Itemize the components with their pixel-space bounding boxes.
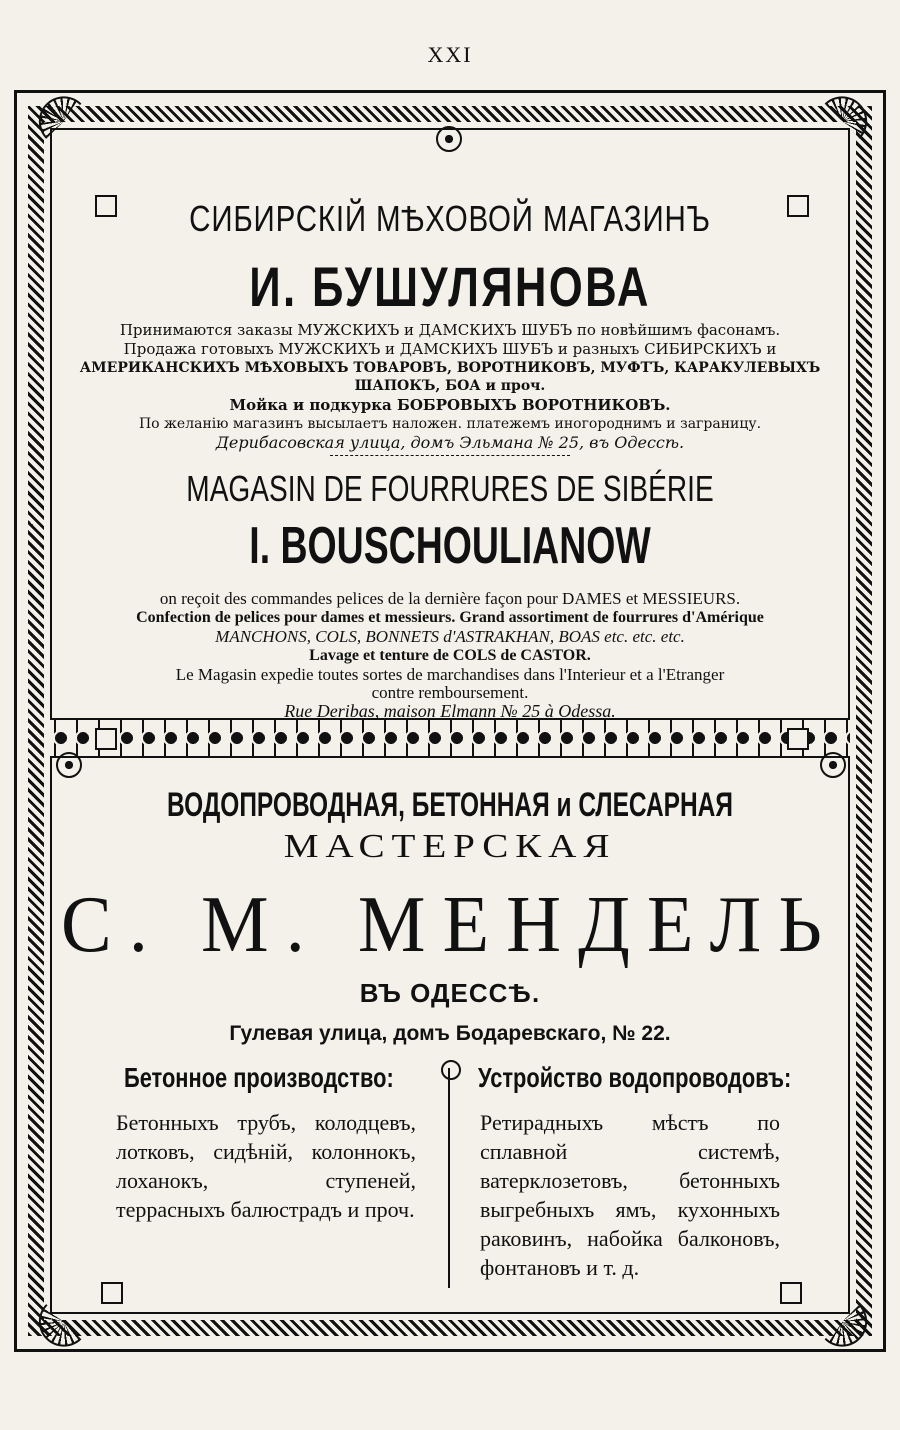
ad1-line-ru: ШАПОКЪ, БОА и проч. — [354, 378, 546, 394]
ad1-address-fr: Rue Deribas, maison Elmann № 25 à Odessa. — [284, 701, 616, 721]
ad1-line-fr: contre remboursement. — [371, 683, 529, 702]
ad1-line-fr: on reçoit des commandes pelices de la dernière façon pour DAMES et MESSIEURS. — [159, 589, 741, 608]
divider-circles-ornament — [50, 728, 850, 748]
ad1-line-ru: Продажа готовыхъ МУЖСКИХЪ и ДАМСКИХЪ ШУБЪ и разныхъ СИБИРСКИХЪ и — [123, 340, 777, 358]
left-column-heading: Бетонное производство: — [124, 1062, 394, 1093]
page-number: XXI — [427, 42, 473, 67]
ad1-line-fr: MANCHONS, COLS, BONNETS d'ASTRAKHAN, BOAS etc. etc. etc. — [215, 627, 685, 646]
ad1-name-ru: И. БУШУЛЯНОВА — [249, 255, 651, 318]
ad1-line-ru: АМЕРИКАНСКИХЪ МѢХОВЫХЪ ТОВАРОВЪ, ВОРОТНИКОВЪ, МУФТЪ, КАРАКУЛЕВЫХЪ — [79, 360, 821, 376]
ad1-title-ru: СИБИРСКIЙ МѢХОВОЙ МАГАЗИНЪ — [189, 198, 711, 239]
corner-ornament-bottom-left — [101, 1282, 123, 1304]
corner-ornament-bottom-right — [780, 1282, 802, 1304]
left-column-text: Бетонныхъ трубъ, колодцевъ, лотковъ, сидѣнiй, колоннокъ, лоханокъ, ступеней, террасныхъ балюстрадъ и проч. — [116, 1110, 416, 1222]
ad1-line-fr: Lavage et tenture de COLS de CASTOR. — [309, 647, 591, 664]
corner-ornament-mid-left — [95, 728, 117, 750]
right-column-heading: Устройство водопроводовъ: — [478, 1062, 792, 1093]
ad2-workshop-heading: МАСТЕРСКАЯ — [283, 828, 617, 865]
ad1-address-ru: Дерибасовская улица, домъ Эльмана № 25, въ Одессѣ. — [215, 433, 685, 452]
rosette-ornament-right — [820, 752, 846, 778]
ad1-line-ru: По желанiю магазинъ высылаетъ наложен. платежемъ иногороднимъ и заграницу. — [138, 416, 762, 432]
ad2-city: ВЪ ОДЕССѢ. — [359, 978, 541, 1008]
ad2-workshop-type: ВОДОПРОВОДНАЯ, БЕТОННАЯ и СЛЕСАРНАЯ — [167, 786, 733, 824]
ad1-line-ru: Принимаются заказы МУЖСКИХЪ и ДАМСКИХЪ ШУБЪ по новѣйшимъ фасонамъ. — [119, 321, 781, 339]
separator-rule — [330, 455, 570, 456]
ornamental-divider-band — [50, 718, 850, 758]
ad2-address: Гулевая улица, домъ Бодаревскаго, № 22. — [229, 1022, 671, 1045]
rosette-ornament-top — [436, 126, 462, 152]
corner-ornament-mid-right — [787, 728, 809, 750]
right-column-text: Ретирадныхъ мѣстъ по сплавной системѣ, ватерклозетовъ, бетонныхъ выгребныхъ ямъ, кухонныхъ раковинъ, набойка балконовъ, фонтановъ и т. д. — [480, 1110, 780, 1280]
rosette-ornament-left — [56, 752, 82, 778]
ad1-line-fr: Confection de pelices pour dames et messieurs. Grand assortiment de fourrures d'Amérique — [136, 609, 764, 626]
column-divider — [448, 1068, 450, 1288]
ad1-title-fr: MAGASIN DE FOURRURES DE SIBÉRIE — [186, 468, 714, 509]
ad2-owner-name: С. М. МЕНДЕЛЬ — [61, 881, 839, 969]
ad1-line-ru: Мойка и подкурка БОБРОВЫХЪ ВОРОТНИКОВЪ. — [229, 396, 671, 414]
ad1-name-fr: I. BOUSCHOULIANOW — [249, 517, 651, 575]
ad1-line-fr: Le Magasin expedie toutes sortes de marchandises dans l'Interieur et a l'Etranger — [175, 665, 725, 684]
column-divider-ornament — [441, 1060, 461, 1080]
